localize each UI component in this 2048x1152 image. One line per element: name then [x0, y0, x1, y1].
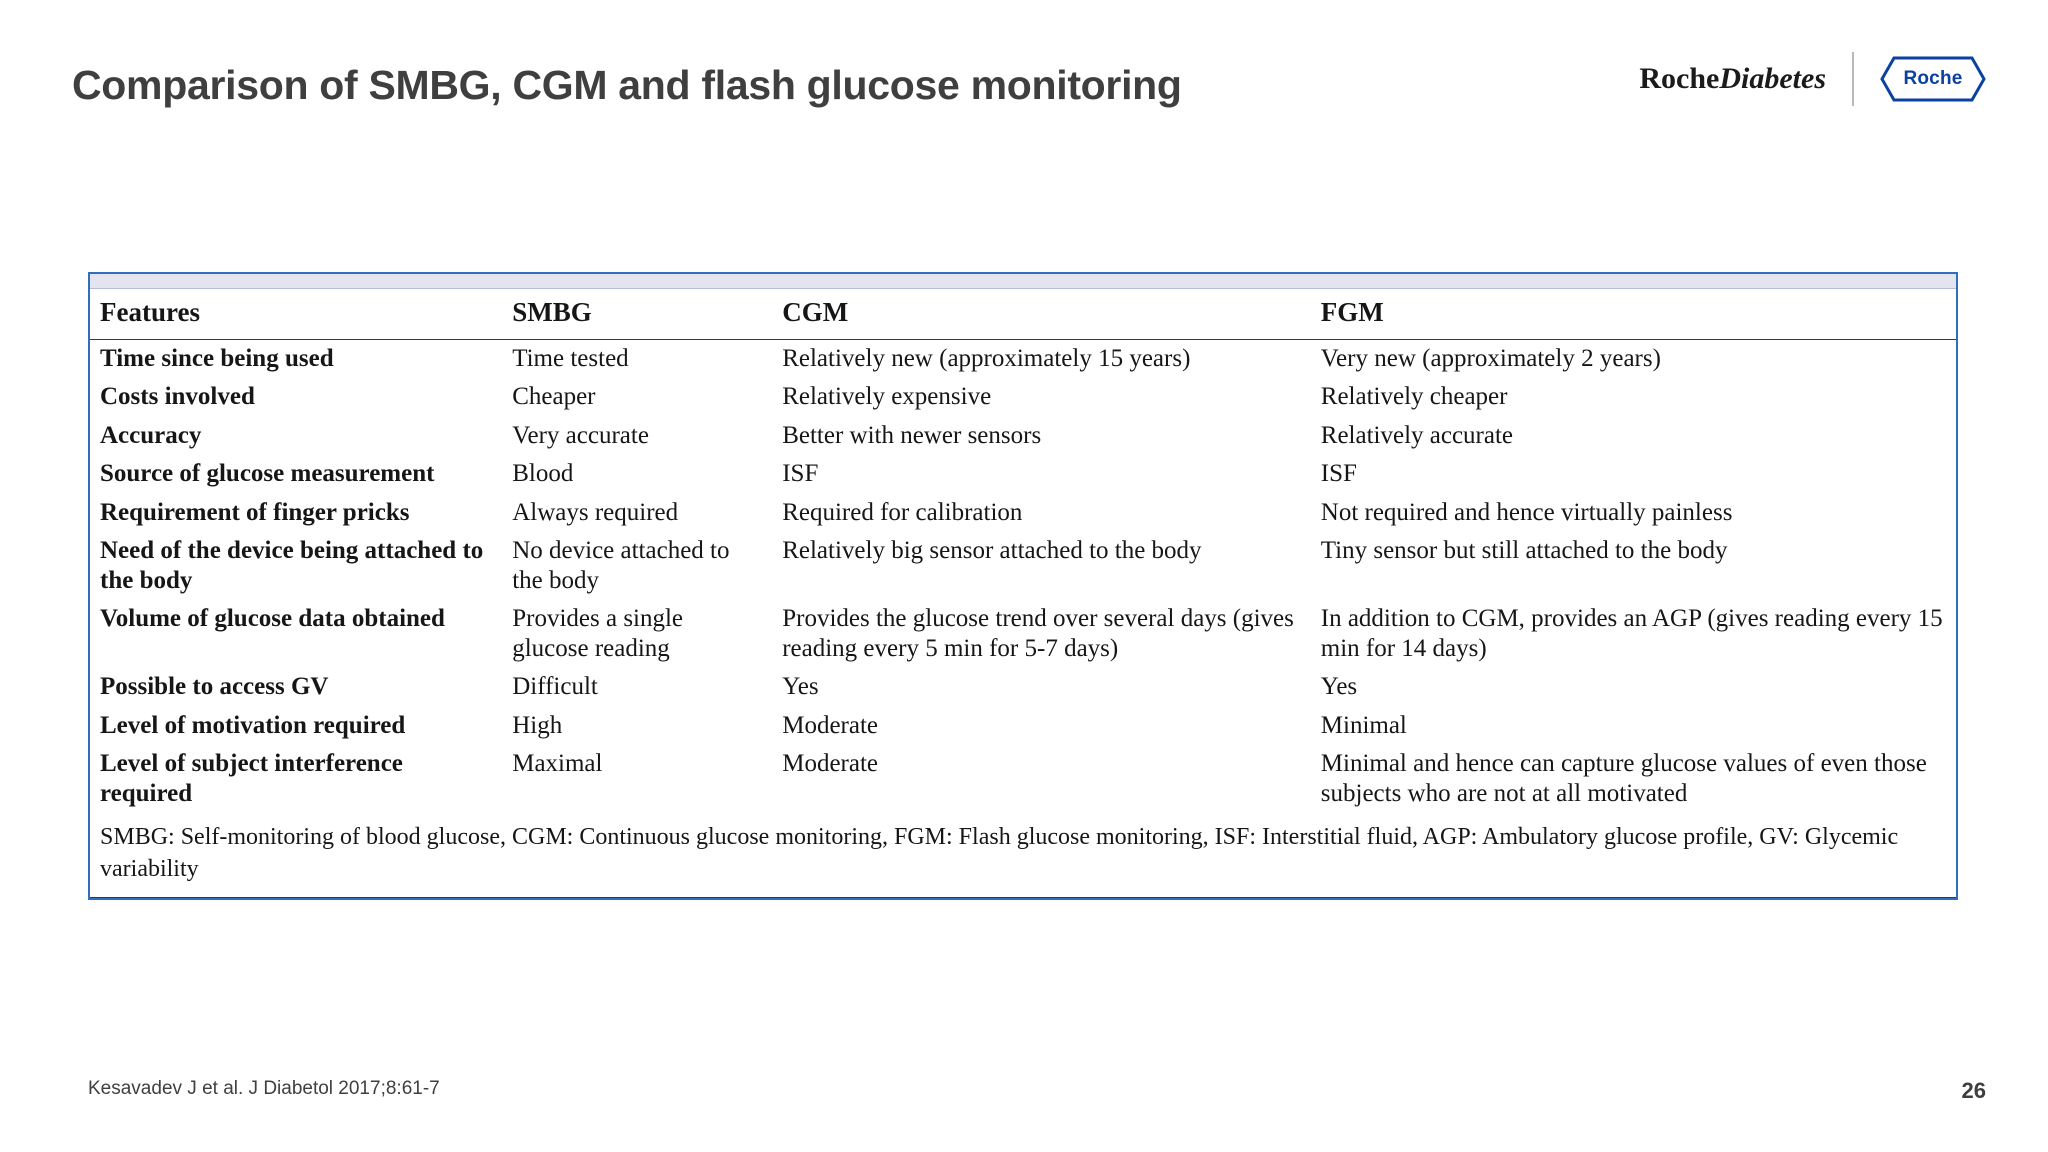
column-header-fgm: FGM: [1320, 297, 1384, 327]
cell-fgm: Very new (approximately 2 years): [1320, 344, 1661, 372]
cell-cgm: Relatively big sensor attached to the body: [782, 537, 1202, 565]
table-row: [90, 378, 1956, 417]
page-number: 26: [1961, 1078, 1986, 1103]
cell-fgm: Minimal and hence can capture glucose values of even those subjects who are not at all motivated: [1320, 750, 1927, 807]
figure-top-strip: [90, 274, 1956, 289]
cell-feature: Level of subject interference required: [100, 750, 403, 807]
cell-cgm: Required for calibration: [782, 498, 1023, 526]
cell-feature: Source of glucose measurement: [100, 460, 435, 488]
roche-hexagon-logo-icon: [1880, 56, 1986, 102]
cell-smbg: Provides a single glucose reading: [512, 605, 684, 662]
roche-logo-text: Roche: [1903, 68, 1963, 89]
cell-smbg: Cheaper: [512, 383, 596, 411]
cell-feature: Time since being used: [100, 344, 334, 372]
table-row: [90, 532, 1956, 600]
cell-fgm: In addition to CGM, provides an AGP (gives reading every 15 min for 14 days): [1320, 605, 1943, 662]
comparison-table: [90, 289, 1956, 898]
cell-cgm: Relatively expensive: [782, 383, 992, 411]
cell-feature: Volume of glucose data obtained: [100, 605, 445, 633]
cell-feature: Possible to access GV: [100, 673, 329, 701]
table-row: [90, 600, 1956, 668]
cell-smbg: No device attached to the body: [512, 537, 730, 594]
cell-fgm: Minimal: [1320, 711, 1407, 739]
cell-smbg: Difficult: [512, 673, 598, 701]
cell-cgm: Relatively new (approximately 15 years): [782, 344, 1191, 372]
column-header-smbg: SMBG: [512, 297, 592, 327]
table-row: [90, 745, 1956, 813]
brand-divider: [1852, 52, 1854, 106]
cell-cgm: ISF: [782, 460, 819, 488]
table-header: [90, 289, 1956, 339]
cell-cgm: Better with newer sensors: [782, 421, 1042, 449]
cell-smbg: Very accurate: [512, 421, 649, 449]
table-row: [90, 668, 1956, 707]
cell-fgm: Relatively accurate: [1320, 421, 1514, 449]
brand-primary-text: Roche: [1639, 62, 1720, 95]
cell-feature: Level of motivation required: [100, 711, 406, 739]
cell-fgm: Relatively cheaper: [1320, 383, 1508, 411]
cell-cgm: Yes: [782, 673, 819, 701]
cell-smbg: High: [512, 711, 563, 739]
cell-smbg: Always required: [512, 498, 679, 526]
table-footnote: SMBG: Self-monitoring of blood glucose, CGM: Continuous glucose monitoring, FGM: Flash glucose monitoring, ISF: Interstitial fluid, AGP: Ambulatory glucose profile, GV: Glycemic variability: [100, 824, 1899, 882]
cell-smbg: Time tested: [512, 344, 629, 372]
cell-feature: Costs involved: [100, 383, 255, 411]
cell-fgm: Not required and hence virtually painless: [1320, 498, 1733, 526]
comparison-table-figure: [88, 272, 1958, 900]
table-footnote-row: [90, 813, 1956, 897]
cell-smbg: Maximal: [512, 750, 603, 778]
column-header-features: Features: [100, 297, 200, 327]
cell-fgm: ISF: [1320, 460, 1357, 488]
cell-smbg: Blood: [512, 460, 574, 488]
cell-cgm: Moderate: [782, 711, 879, 739]
table-row: [90, 494, 1956, 533]
table-row: [90, 339, 1956, 378]
brand-secondary-text: Diabetes: [1719, 62, 1826, 95]
cell-feature: Accuracy: [100, 421, 202, 449]
cell-fgm: Yes: [1320, 673, 1358, 701]
table-row: [90, 417, 1956, 456]
page-title: Comparison of SMBG, CGM and flash glucose monitoring: [72, 62, 1182, 108]
cell-cgm: Moderate: [782, 750, 879, 778]
cell-feature: Requirement of finger pricks: [100, 498, 410, 526]
cell-feature: Need of the device being attached to the body: [100, 537, 484, 594]
cell-fgm: Tiny sensor but still attached to the body: [1320, 537, 1728, 565]
table-header-row: [90, 289, 1956, 339]
brand-wordmark: [1639, 62, 1826, 96]
column-header-cgm: CGM: [782, 297, 849, 327]
cell-cgm: Provides the glucose trend over several days (gives reading every 5 min for 5-7 days): [782, 605, 1294, 662]
table-row: [90, 707, 1956, 746]
brand-block: [1639, 52, 1986, 106]
citation-text: Kesavadev J et al. J Diabetol 2017;8:61-7: [88, 1078, 440, 1099]
table-body: [90, 339, 1956, 897]
table-row: [90, 455, 1956, 494]
